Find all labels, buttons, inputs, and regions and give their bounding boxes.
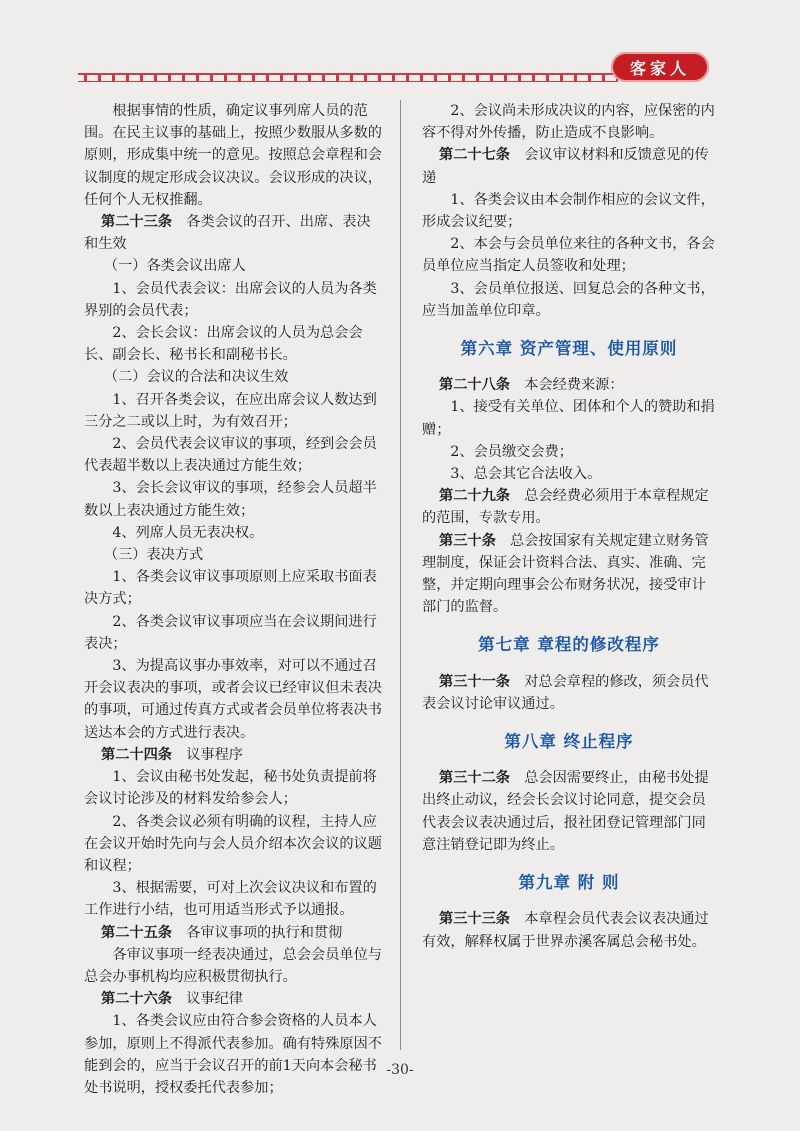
article-number: 第二十三条 — [101, 214, 172, 231]
body-paragraph: 2、会员代表会议审议的事项，经到会会员代表超半数以上表决通过方能生效； — [84, 436, 377, 475]
chapter-heading: 第六章 资产管理、使用原则 — [460, 339, 678, 359]
left-column — [84, 100, 382, 1099]
right-column — [422, 100, 716, 953]
chapter-heading: 第八章 终止程序 — [504, 732, 634, 752]
body-paragraph: 3、为提高议事办事效率，对可以不通过召开会议表决的事项，或者会议已经审议但未表决的事项，可通过传真方式或者会员单位将表决书送达本会的方式进行表决。 — [84, 658, 382, 741]
chapter-heading: 第七章 章程的修改程序 — [478, 635, 660, 655]
article-paragraph — [84, 211, 382, 255]
article-number: 第二十九条 — [439, 488, 510, 505]
article-paragraph — [422, 374, 716, 396]
section-subheading: （二）会议的合法和决议生效 — [103, 369, 289, 386]
body-paragraph: 2、本会与会员单位来往的各种文书，各会员单位应当指定人员签收和处理； — [422, 236, 715, 275]
body-paragraph: 根据事情的性质，确定议事列席人员的范围。在民主议事的基础上，按照少数服从多数的原则，形成集中统一的意见。按照总会章程和会议制度的规定形成会议决议。会议形成的决议，任何个人无权推翻。 — [84, 103, 382, 208]
article-number: 第三十二条 — [439, 770, 510, 787]
article-text: 各审议事项的执行和贯彻 — [186, 924, 343, 941]
article-text: 总会按国家有关规定建立财务管理制度，保证会计资料合法、真实、准确、完整，并定期向理事会公布财务状况，接受审计部门的监督。 — [422, 532, 709, 616]
article-paragraph — [422, 908, 716, 952]
article-paragraph — [84, 744, 382, 766]
header-decorative-rule — [78, 73, 618, 82]
article-text: 总会经费必须用于本章程规定的范围，专款专用。 — [422, 488, 709, 527]
article-paragraph — [84, 922, 382, 944]
body-paragraph: 各审议事项一经表决通过，总会会员单位与总会办事机构均应积极贯彻执行。 — [84, 946, 382, 985]
chapter-heading: 第九章 附 则 — [518, 873, 620, 893]
body-paragraph: 2、会长会议：出席会议的人员为总会会长、副会长、秘书长和副秘书长。 — [84, 325, 363, 364]
body-paragraph: 1、会员代表会议：出席会议的人员为各类界别的会员代表； — [84, 280, 377, 319]
section-subheading: （三）表决方式 — [103, 547, 204, 564]
body-paragraph: 3、会长会议审议的事项，经参会人员超半数以上表决通过方能生效； — [84, 480, 377, 519]
article-paragraph — [422, 530, 716, 619]
article-paragraph — [422, 671, 716, 715]
body-paragraph: 4、列席人员无表决权。 — [112, 524, 264, 541]
article-number: 第二十八条 — [439, 377, 510, 394]
body-paragraph: 2、会议尚未形成决议的内容，应保密的内容不得对外传播，防止造成不良影响。 — [422, 103, 715, 142]
article-text: 对总会章程的修改，须会员代表会议讨论审议通过。 — [422, 673, 709, 712]
article-number: 第二十四条 — [101, 746, 172, 763]
article-number: 第二十六条 — [101, 991, 172, 1008]
article-text: 本章程会员代表会议表决通过有效，解释权属于世界赤溪客属总会秘书处。 — [422, 911, 709, 950]
article-number: 第三十一条 — [439, 673, 510, 690]
article-text: 议事程序 — [186, 746, 243, 763]
body-paragraph: 1、各类会议审议事项原则上应采取书面表决方式； — [84, 569, 377, 608]
column-divider — [400, 100, 401, 1050]
body-paragraph: 2、会员缴交会费； — [450, 443, 573, 460]
article-paragraph — [422, 144, 716, 188]
body-paragraph: 3、会员单位报送、回复总会的各种文书，应当加盖单位印章。 — [422, 280, 715, 319]
article-paragraph — [422, 485, 716, 529]
body-paragraph: 2、各类会议必须有明确的议程，主持人应在会议开始时先向与会人员介绍本次会议的议题和议程； — [84, 813, 382, 874]
article-number: 第三十三条 — [439, 911, 510, 928]
article-text: 会议审议材料和反馈意见的传递 — [422, 147, 709, 186]
article-text: 本会经费来源： — [524, 377, 624, 394]
body-paragraph: 1、接受有关单位、团体和个人的赞助和捐赠； — [422, 399, 715, 438]
article-number: 第二十五条 — [101, 924, 172, 941]
article-number: 第三十条 — [439, 532, 496, 549]
body-paragraph: 1、各类会议由本会制作相应的会议文件，形成会议纪要； — [422, 191, 715, 231]
article-text: 总会因需要终止，由秘书处提出终止动议，经会长会议讨论同意，提交会员代表会议表决通过后，报社团登记管理部门同意注销登记即为终止。 — [422, 770, 709, 853]
section-subheading: （一）各类会议出席人 — [103, 258, 246, 275]
body-paragraph: 1、召开各类会议，在应出席会议人数达到三分之二或以上时，为有效召开； — [84, 391, 377, 430]
body-paragraph: 3、总会其它合法收入。 — [450, 466, 602, 483]
body-paragraph: 1、会议由秘书处发起，秘书处负责提前将会议讨论涉及的材料发给参会人； — [84, 769, 377, 808]
article-paragraph — [84, 988, 382, 1010]
page-number: -30- — [386, 1062, 414, 1078]
body-paragraph: 2、各类会议审议事项应当在会议期间进行表决； — [84, 613, 377, 652]
article-number: 第二十七条 — [439, 147, 510, 164]
article-paragraph — [422, 767, 716, 856]
article-text: 各类会议的召开、出席、表决和生效 — [84, 214, 371, 253]
body-paragraph: 1、各类会议应由符合参会资格的人员本人参加，原则上不得派代表参加。确有特殊原因不能到会的，应当于会议召开的前1天向本会秘书处书说明，授权委托代表参加； — [84, 1013, 382, 1096]
body-paragraph: 3、根据需要，可对上次会议决议和布置的工作进行小结，也可用适当形式予以通报。 — [84, 880, 377, 919]
brand-tab: 客家人 — [611, 52, 709, 82]
article-text: 议事纪律 — [186, 991, 243, 1008]
